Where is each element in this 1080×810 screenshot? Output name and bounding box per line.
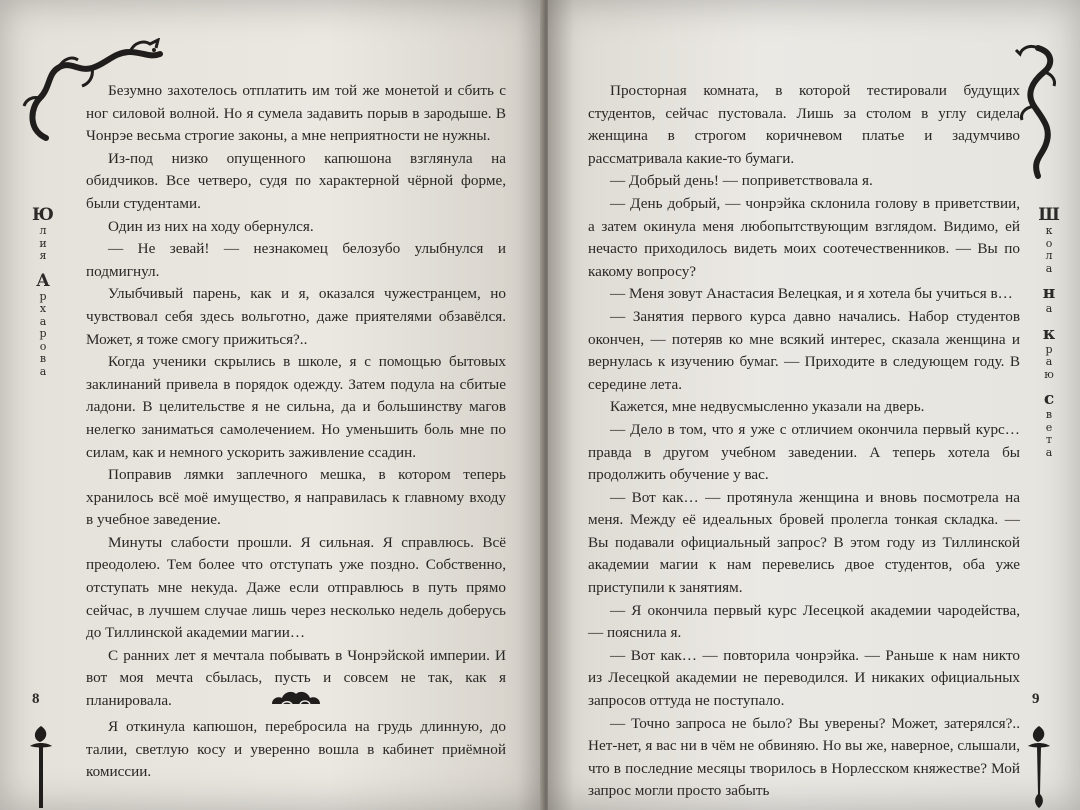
left-page-body-after-break	[86, 716, 506, 784]
paragraph: Просторная комната, в которой тестировали будущих студентов, сейчас пустовала. Лишь за столом в углу сидела женщина в строгом коричневом платье и задумчиво рассматривала какие-то бумаги.	[588, 82, 1020, 167]
running-head-letter: х	[39, 302, 47, 315]
paragraph: — Я окончила первый курс Лесецкой академии чародейства, — пояснила я.	[588, 601, 1020, 642]
paragraph: Из-под низко опущенного капюшона взглянула на обидчиков. Все четверо, судя по характерной чёрной форме, были студентами.	[86, 149, 506, 212]
running-head-letter: о	[39, 339, 47, 353]
running-head-letter: а	[39, 364, 47, 378]
running-head-letter: а	[1045, 302, 1053, 315]
running-head-letter: в	[39, 352, 47, 365]
paragraph: Минуты слабости прошли. Я сильная. Я справлюсь. Всё преодолею. Тем более что отступать уже поздно. Собственно, отступать мне некуда. Даже если отправлюсь в путь прямо сейчас, в лучшем случае лишь через несколько недель доберусь до Тиллинской академии магии…	[86, 533, 506, 642]
paragraph: — Меня зовут Анастасия Велецкая, и я хотела бы учиться в…	[610, 285, 1013, 303]
running-head-letter: и	[39, 236, 47, 250]
running-head-letter: е	[1045, 420, 1053, 434]
running-head-letter: а	[39, 314, 47, 328]
paragraph: — Занятия первого курса давно начались. Набор студентов окончен, — потеряв ко мне всякий интерес, сказала женщина и вернулась к изучению бумаг. — Приходите в следующем году. В середине лета.	[588, 307, 1020, 393]
running-head-letter: а	[1045, 355, 1053, 368]
right-page	[548, 0, 1080, 810]
running-head-letter: ю	[1044, 367, 1054, 381]
paragraph: — Добрый день! — поприветствовала я.	[610, 172, 873, 190]
paragraph: С ранних лет я мечтала побывать в Чонрэйской империи. И вот моя мечта сбылась, пусть и совсем не так, как я планировала.	[86, 646, 506, 710]
paragraph: Поправив лямки заплечного мешка, в котором теперь хранилось всё моё имущество, я направилась к главному входу в учебное заведение.	[86, 466, 506, 529]
paragraph: — Дело в том, что я уже с отличием окончила первый курс… правда в другом учебном заведении. А теперь хотела бы продолжить обучение у вас.	[588, 420, 1020, 484]
running-head-letter: а	[1045, 261, 1053, 275]
paragraph: — Вот как… — протянула женщина и вновь посмотрела на меня. Между её идеальных бровей пролегла тонкая складка. — Вы подавали официальный запрос? В этом году из Тиллинской академии магии к нам перевелись двое студентов, оба уже приступили к занятиям.	[588, 488, 1020, 597]
running-head-letter: р	[39, 327, 47, 340]
paragraph: Один из них на ходу обернулся.	[108, 217, 314, 235]
running-head-letter: А	[36, 270, 50, 291]
left-page-body	[86, 80, 506, 713]
paragraph: — Точно запроса не было? Вы уверены? Может, затерялся?.. Нет-нет, я вас ни в чём не обвиняю. Но вы же, наверное, слышали, что в последние месяцы творилось в Норлесском княжестве? Мой запрос могли просто забыть	[588, 714, 1020, 800]
running-head-letter: в	[1045, 408, 1053, 421]
paragraph: — Вот как… — повторила чонрэйка. — Раньше к нам никто из Лесецкой академии не переводился. И никаких официальных запросов оттуда не поступало.	[588, 646, 1020, 710]
cloud-ornament-icon	[268, 688, 324, 710]
page-number: 9	[1032, 691, 1040, 707]
paragraph: — День добрый, — чонрэйка склонила голову в приветствии, а затем окинула меня любопытствующим взглядом. Видимо, ей нечасто приходилось видеть моих соотечественников. — Вы по какому вопросу?	[588, 194, 1020, 280]
paragraph: Улыбчивый парень, как и я, оказался чужестранцем, но чувствовал себя здесь вольготно, даже приятелями обзавёлся. Может, я тоже смогу прижиться?..	[86, 285, 506, 348]
author-running-head	[28, 205, 58, 378]
sword-icon	[26, 724, 56, 810]
running-head-letter: к	[1042, 323, 1056, 344]
running-head-letter: а	[1045, 445, 1053, 459]
paragraph: Когда ученики скрылись в школе, я с помощью бытовых заклинаний привела в порядок одежду. Затем подула на сбитые ладони. В целительстве я не сильна, да и большинству магов нелегко заниматься самолечением. Но уменьшить боль мне по силам, как и немного ускорить заживление ссадин.	[86, 353, 506, 461]
running-head-letter: р	[1045, 342, 1053, 356]
running-head-letter: Ю	[32, 205, 54, 225]
paragraph: Безумно захотелось отплатить им той же монетой и сбить с ног силовой волной. Но я сумела задавить порыв в зародыше. В Чонрэе весьма строгие законы, а мне неприятности не нужны.	[86, 82, 506, 145]
running-head-letter: с	[1043, 389, 1055, 409]
running-head-letter: Ш	[1038, 205, 1060, 225]
paragraph: Я откинула капюшон, перебросила на грудь длинную, до талии, светлую косу и уверенно вошла в кабинет приёмной комиссии.	[86, 718, 506, 781]
running-head-letter: л	[1045, 249, 1053, 262]
running-head-letter: к	[1045, 224, 1053, 237]
running-head-letter: р	[39, 289, 47, 303]
right-page-body	[588, 80, 1020, 803]
paragraph: — Не зевай! — незнакомец белозубо улыбнулся и подмигнул.	[86, 240, 506, 280]
running-head-letter: о	[1045, 236, 1053, 250]
paragraph: Кажется, мне недвусмысленно указали на дверь.	[610, 398, 925, 416]
sword-icon	[1024, 724, 1054, 810]
title-running-head	[1034, 205, 1064, 459]
running-head-letter: я	[39, 249, 47, 262]
running-head-letter: н	[1042, 283, 1056, 303]
page-number: 8	[32, 691, 40, 707]
running-head-letter: т	[1045, 433, 1053, 446]
running-head-letter: л	[39, 224, 47, 237]
